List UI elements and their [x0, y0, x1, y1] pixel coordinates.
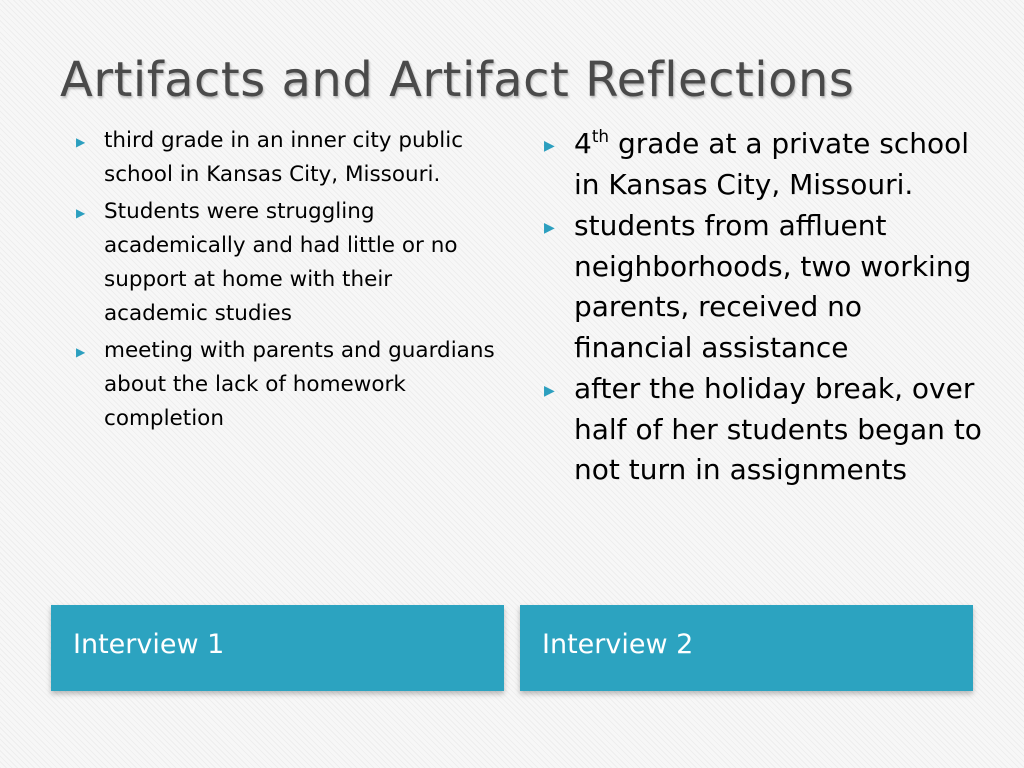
list-item [76, 124, 496, 192]
interview-2-tab-label: Interview 2 [542, 629, 694, 660]
right-triangle-icon: ▶ [76, 135, 86, 149]
bullet-text-rest: grade at a private school in Kansas City, Missouri. [574, 127, 970, 201]
list-item [76, 195, 496, 331]
right-triangle-icon: ▶ [544, 220, 555, 236]
interview-2-notes [544, 124, 984, 492]
slide-title: Artifacts and Artifact Reflections [60, 52, 855, 108]
bullet-text: students from affluent neighborhoods, two working parents, received no financial assistance [574, 209, 972, 364]
right-triangle-icon: ▶ [76, 206, 86, 220]
interview-2-tab[interactable] [520, 605, 973, 691]
list-item [544, 369, 984, 491]
bullet-text: third grade in an inner city public school in Kansas City, Missouri. [104, 128, 464, 187]
bullet-text: meeting with parents and guardians about the lack of homework completion [104, 338, 495, 431]
right-triangle-icon: ▶ [76, 345, 86, 359]
bullet-text [574, 124, 984, 205]
interview-1-tab[interactable] [51, 605, 504, 691]
interview-1-tab-label: Interview 1 [73, 629, 225, 660]
right-triangle-icon: ▶ [544, 138, 555, 154]
bullet-text: after the holiday break, over half of her students began to not turn in assignments [574, 372, 982, 486]
list-item [76, 334, 496, 436]
right-triangle-icon: ▶ [544, 383, 555, 399]
interview-1-notes [76, 124, 496, 439]
grade-number: 4 [574, 127, 592, 160]
bullet-text: Students were struggling academically and had little or no support at home with their academic studies [104, 199, 458, 326]
list-item [544, 124, 984, 205]
list-item [544, 206, 984, 368]
ordinal-suffix: th [591, 126, 610, 147]
